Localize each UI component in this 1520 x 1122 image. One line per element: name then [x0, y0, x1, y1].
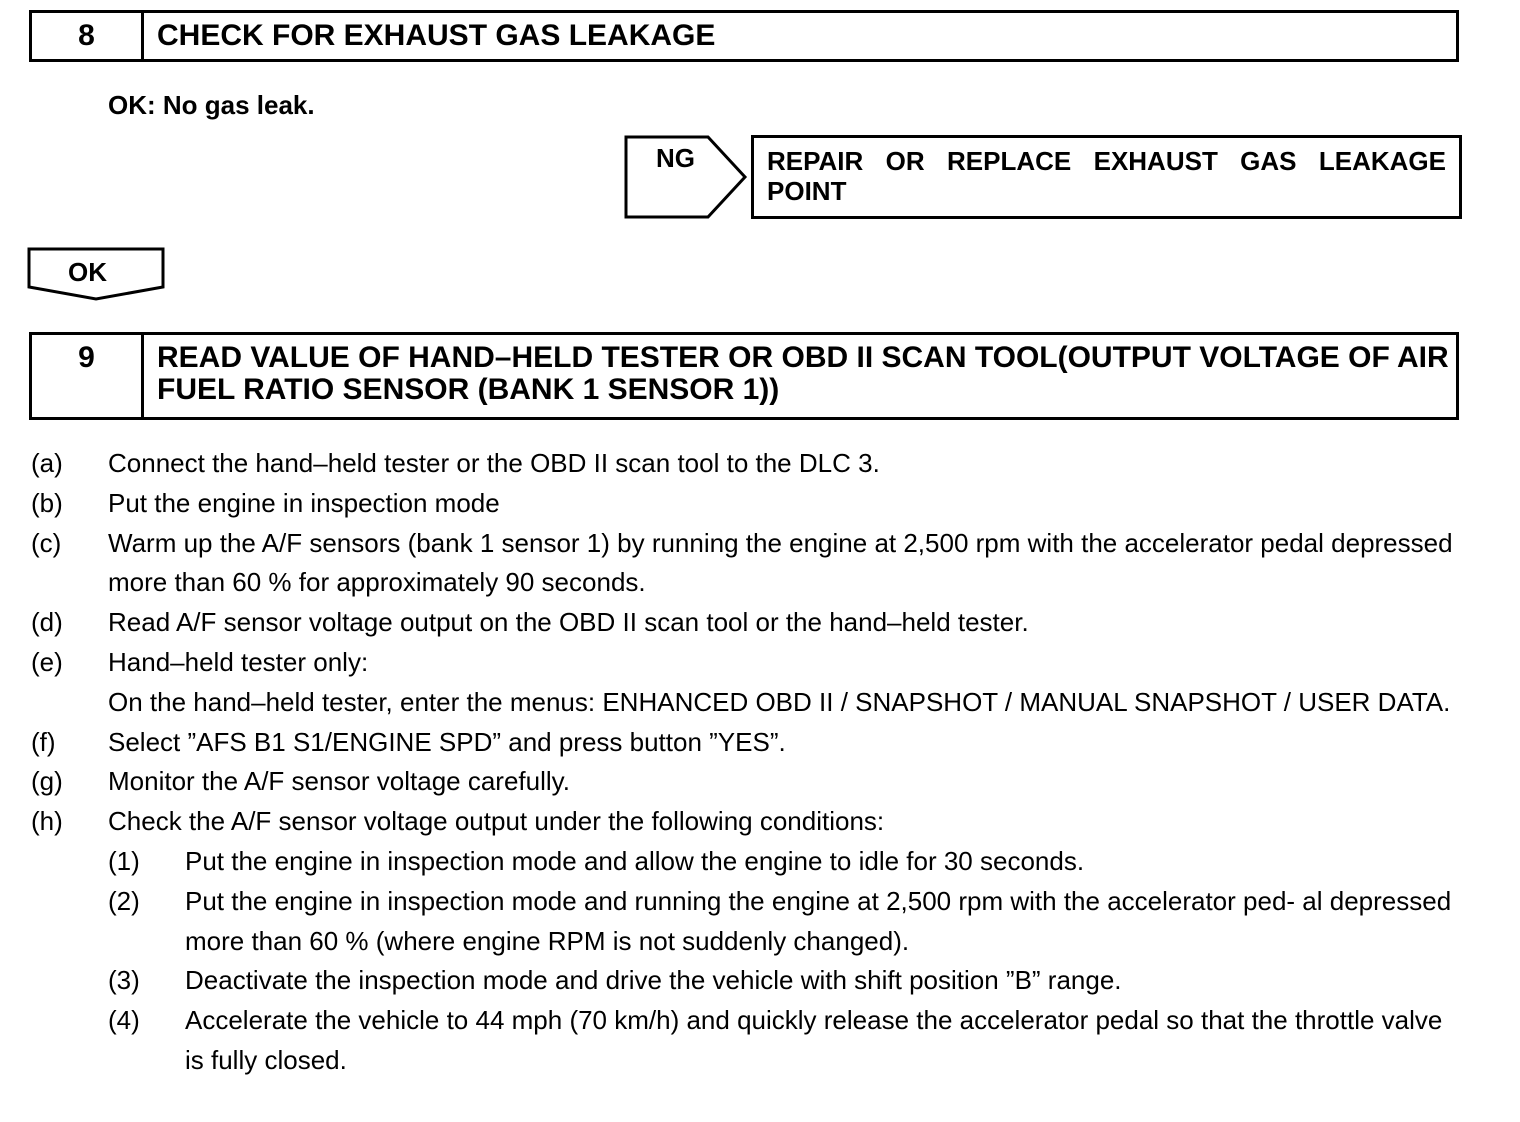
list-item	[31, 524, 1466, 604]
item-text-continued: On the hand–held tester, enter the menus: ENHANCED OBD II / SNAPSHOT / MANUAL SNAPSHOT / USER DATA.	[108, 686, 1451, 717]
step-title: CHECK FOR EXHAUST GAS LEAKAGE	[157, 19, 716, 52]
item-text: Read A/F sensor voltage output on the OBD II scan tool or the hand–held tester.	[108, 607, 1029, 638]
step-number: 8	[32, 13, 144, 59]
item-text: Select ”AFS B1 S1/ENGINE SPD” and press button ”YES”.	[108, 726, 786, 757]
ok-label: OK	[68, 257, 107, 287]
item-marker: (g)	[31, 766, 63, 797]
item-marker: (c)	[31, 527, 62, 558]
sub-item-marker: (4)	[108, 1005, 140, 1036]
sub-list-item	[108, 1001, 1466, 1081]
sub-item-text: Deactivate the inspection mode and drive the vehicle with shift position ”B” range.	[185, 965, 1122, 996]
sub-item-marker: (2)	[108, 885, 140, 916]
item-marker: (b)	[31, 487, 63, 518]
sub-item-text: Put the engine in inspection mode and allow the engine to idle for 30 seconds.	[185, 845, 1085, 876]
item-text-group	[108, 802, 1466, 1081]
item-text: Connect the hand–held tester or the OBD II scan tool to the DLC 3.	[108, 448, 880, 478]
list-item	[31, 723, 1466, 763]
ok-criterion: OK: No gas leak.	[108, 90, 315, 120]
item-text: Monitor the A/F sensor voltage carefully.	[108, 766, 570, 797]
item-text: Check the A/F sensor voltage output under the following conditions:	[108, 806, 885, 837]
step-8-header	[29, 10, 1459, 62]
sub-item-marker: (1)	[108, 845, 140, 876]
item-text: Put the engine in inspection mode	[108, 487, 500, 518]
item-text: Hand–held tester only:	[108, 646, 369, 677]
sub-item-text: Put the engine in inspection mode and running the engine at 2,500 rpm with the accelerator ped- al depressed more than 60 % (where engine RPM is not suddenly changed).	[185, 885, 1452, 956]
step-title: READ VALUE OF HAND–HELD TESTER OR OBD II SCAN TOOL(OUTPUT VOLTAGE OF AIR FUEL RATIO SENSOR (BANK 1 SENSOR 1))	[157, 341, 1449, 406]
sub-item-marker: (3)	[108, 965, 140, 996]
sub-list-item	[108, 961, 1466, 1001]
ng-result-box: REPAIR OR REPLACE EXHAUST GAS LEAKAGE POINT	[751, 135, 1462, 219]
list-item	[31, 603, 1466, 643]
item-marker: (d)	[31, 607, 63, 638]
sub-list-item	[108, 842, 1466, 882]
step-9-header	[29, 332, 1459, 420]
procedure-list	[31, 444, 1466, 1081]
list-item	[31, 762, 1466, 802]
item-marker: (h)	[31, 806, 63, 837]
ng-label: NG	[656, 143, 695, 173]
item-marker: (e)	[31, 646, 63, 677]
list-item	[31, 802, 1466, 1081]
item-marker: (a)	[31, 448, 63, 478]
sub-list-item	[108, 882, 1466, 962]
list-item	[31, 484, 1466, 524]
item-text-group	[108, 643, 1466, 723]
list-item	[31, 444, 1466, 484]
sub-item-text: Accelerate the vehicle to 44 mph (70 km/h) and quickly release the accelerator pedal so that the throttle valve is fully closed.	[185, 1005, 1443, 1075]
item-marker: (f)	[31, 726, 56, 757]
step-number: 9	[32, 335, 144, 417]
list-item	[31, 643, 1466, 723]
item-text: Warm up the A/F sensors (bank 1 sensor 1) by running the engine at 2,500 rpm with the accelerator pedal depressed more than 60 % for approximately 90 seconds.	[108, 527, 1453, 598]
